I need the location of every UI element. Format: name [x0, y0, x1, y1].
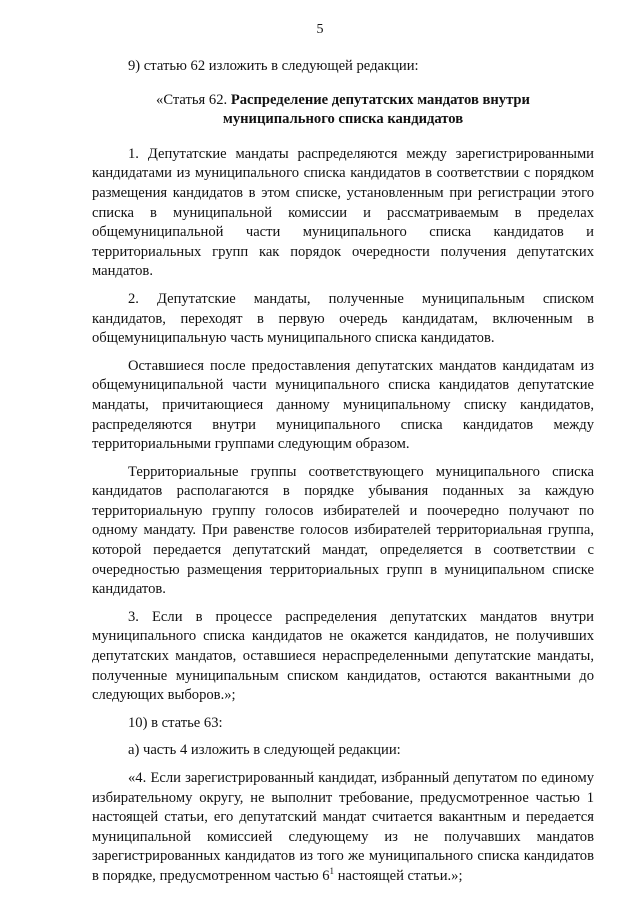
article-62-heading-title-line2: муниципального списка кандидатов [222, 111, 464, 128]
article-62-paragraph-1: 1. Депутатские мандаты распределяются между зарегистрированными кандидатами из муниципального списка кандидатов в соответствии с порядком размещения кандидатов в этом списке, установленным при регистрации этого списка в муниципальной комиссии и рассматриваемым в пределах общемуниципальной части муниципального списка кандидатов и территориальных групп как порядок очередности получения депутатских мандатов. [92, 145, 594, 280]
article-62-heading-title-line1: Распределение депутатских мандатов внутри [230, 91, 530, 108]
article-62-heading-prefix: «Статья 62. [156, 91, 231, 108]
item-10-a-text-main: «4. Если зарегистрированный кандидат, избранный депутатом по единому избирательному округу, не выполнит требование, предусмотренное частью 1 настоящей статьи, его депутатский мандат считается вакантным и передается муниципальной комиссией следующему из не получавших мандатов зарегистрированных кандидатов из того же муниципального списка кандидатов в порядке, предусмотренном частью 6 [92, 770, 594, 884]
article-62-paragraph-3: Оставшиеся после предоставления депутатских мандатов кандидатам из общемуниципальной части муниципального списка кандидатов депутатские мандаты, причитающиеся данному муниципальному списку кандидатов, распределяются внутри муниципального списка кандидатов между территориальными группами следующим образом. [92, 357, 594, 453]
article-62-paragraph-5: 3. Если в процессе распределения депутатских мандатов внутри муниципального списка кандидатов не окажется кандидатов, не получивших депутатских мандатов, оставшиеся нераспределенными депутатские мандаты, полученные муниципальным списком кандидатов, остаются вакантными до следующих выборов.»; [92, 608, 594, 704]
document-body [92, 57, 594, 887]
article-62-paragraph-4: Территориальные группы соответствующего муниципального списка кандидатов располагаются в порядке убывания поданных за каждую территориальную группу голосов избирателей и поочередно получают по одному мандату. При равенстве голосов избирателей территориальная группа, которой передается депутатский мандат, определяется в соответствии с очередностью размещения территориальных групп в муниципальном списке кандидатов. [92, 463, 594, 598]
article-62-paragraph-2: 2. Депутатские мандаты, полученные муниципальным списком кандидатов, переходят в первую очередь кандидатам, включенным в общемуниципальную часть муниципального списка кандидатов. [92, 290, 594, 347]
article-62-heading [92, 91, 594, 130]
item-9-paragraph: 9) статью 62 изложить в следующей редакции: [128, 58, 419, 74]
item-10-a-text-end: настоящей статьи.»; [334, 867, 463, 884]
item-10-a-paragraph: а) часть 4 изложить в следующей редакции: [128, 742, 401, 759]
item-10-a-text [92, 769, 594, 887]
superscript-1: 1 [329, 866, 335, 877]
page-number: 5 [316, 22, 324, 37]
item-10-paragraph: 10) в статье 63: [128, 714, 223, 731]
